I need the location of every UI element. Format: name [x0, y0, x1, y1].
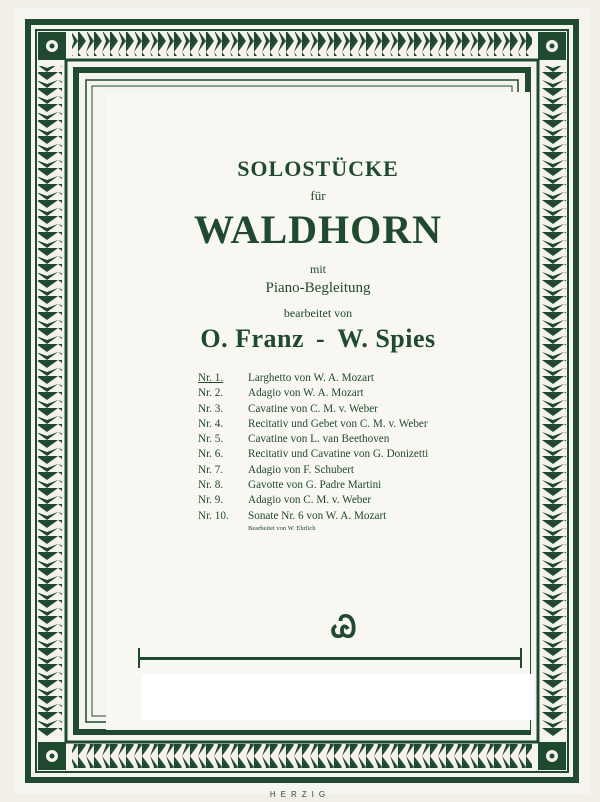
author-1: O. Franz — [200, 324, 305, 353]
item-title: Sonate Nr. 6 von W. A. Mozart — [248, 509, 387, 522]
list-item — [198, 447, 428, 462]
arranged-by-text: bearbeitet von — [283, 306, 353, 320]
item-title: Recitativ und Gebet von C. M. v. Weber — [248, 417, 428, 430]
item-number: Nr. 5. — [198, 433, 224, 446]
list-item — [198, 417, 428, 432]
rule-end-right — [520, 648, 522, 668]
item-number: Nr. 9. — [198, 494, 224, 507]
instrument-title: WALDHORN — [193, 207, 443, 252]
item-number: Nr. 2. — [198, 387, 224, 400]
item-title: Gavotte von G. Padre Martini — [248, 479, 382, 492]
item-title: Adagio von C. M. v. Weber — [248, 494, 372, 507]
item-number: Nr. 7. — [198, 463, 224, 476]
list-item — [198, 509, 428, 524]
item-title: Cavatine von C. M. v. Weber — [248, 402, 378, 415]
horizontal-rule — [138, 657, 522, 660]
text-mit: mit — [309, 262, 326, 276]
list-item — [198, 478, 428, 493]
list-item — [198, 432, 428, 447]
contents-note: Bearbeitet von W. Ehrlich — [248, 524, 316, 532]
item-number: Nr. 10. — [198, 509, 229, 522]
author-separator: - — [316, 324, 326, 353]
item-number: Nr. 6. — [198, 448, 224, 461]
list-item — [198, 371, 428, 386]
item-title: Larghetto von W. A. Mozart — [248, 372, 374, 384]
item-title: Recitativ und Cavatine von G. Donizetti — [248, 448, 429, 461]
heading-solostuecke: SOLOSTÜCKE — [237, 156, 399, 181]
item-number: Nr. 1. — [198, 372, 224, 384]
accompaniment-text: Piano-Begleitung — [265, 280, 371, 296]
publisher-logo-icon: Ꮚ — [331, 610, 357, 645]
list-item — [198, 493, 428, 508]
item-title: Adagio von W. A. Mozart — [248, 387, 364, 400]
author-2: W. Spies — [337, 324, 436, 353]
item-title: Cavatine von L. van Beethoven — [248, 433, 390, 446]
item-number: Nr. 3. — [198, 402, 224, 415]
authors — [106, 324, 530, 354]
item-number: Nr. 4. — [198, 417, 224, 430]
content-panel — [106, 92, 530, 730]
list-item — [198, 402, 428, 417]
item-title: Adagio von F. Schubert — [248, 463, 354, 476]
list-item — [198, 386, 428, 401]
item-number: Nr. 8. — [198, 479, 224, 492]
list-item — [198, 463, 428, 478]
contents-list — [198, 371, 428, 533]
cover-page — [14, 8, 590, 794]
publisher-name: HERZIG — [269, 790, 331, 799]
text-fuer: für — [310, 188, 326, 203]
label-box — [142, 674, 534, 720]
